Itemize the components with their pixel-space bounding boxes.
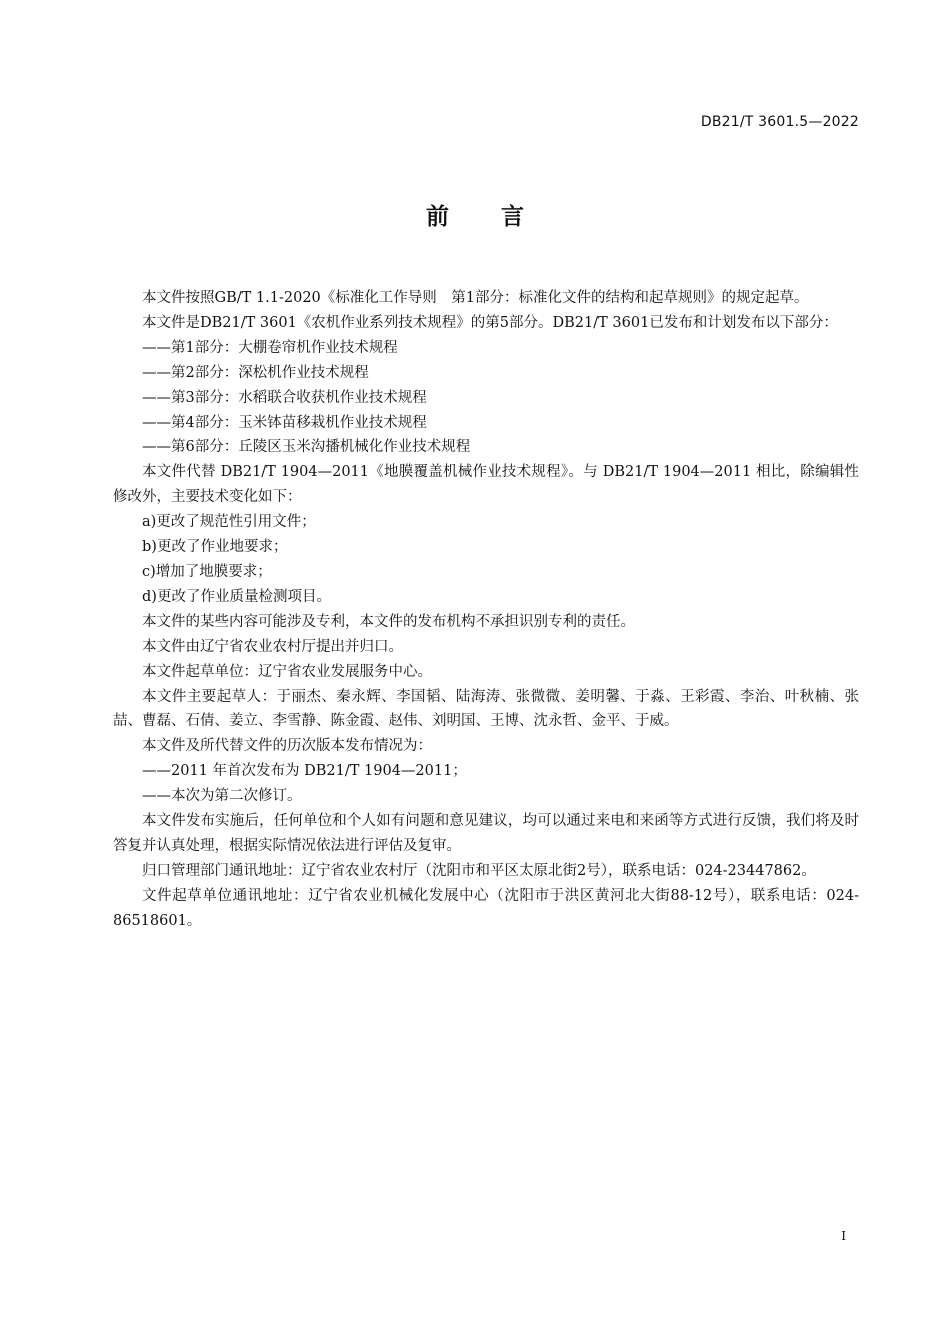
paragraph-drafters: 本文件主要起草人：于丽杰、秦永辉、李国韬、陆海涛、张微微、姜明馨、于淼、王彩霞、李治、叶秋楠、张喆、曹磊、石倩、姜立、李雪静、陈金霞、赵伟、刘明国、王博、沈永哲、金平、于威。 (113, 688, 859, 730)
paragraph-feedback: 本文件发布实施后，任何单位和个人如有问题和意见建议，均可以通过来电和来函等方式进行反馈，我们将及时答复并认真处理，根据实际情况依法进行评估及复审。 (113, 813, 859, 854)
list-item: ——第1部分：大棚卷帘机作业技术规程 (142, 339, 398, 356)
list-item: ——2011 年首次发布为 DB21/T 1904—2011； (142, 763, 467, 780)
page-number: I (841, 1229, 846, 1243)
list-item: ——第4部分：玉米钵苗移栽机作业技术规程 (142, 414, 427, 431)
paragraph-replacement: 本文件代替 DB21/T 1904—2011《地膜覆盖机械作业技术规程》。与 DB21/T 1904—2011 相比，除编辑性修改外，主要技术变化如下： (113, 464, 859, 506)
document-code: DB21/T 3601.5—2022 (700, 114, 859, 130)
list-item: ——第6部分：丘陵区玉米沟播机械化作业技术规程 (142, 439, 471, 456)
list-item: b)更改了作业地要求； (142, 539, 288, 556)
paragraph-proposer: 本文件由辽宁省农业农村厅提出并归口。 (142, 638, 403, 655)
paragraph-drafting-unit: 本文件起草单位：辽宁省农业发展服务中心。 (142, 663, 432, 680)
list-item: ——第2部分：深松机作业技术规程 (142, 364, 369, 381)
page-title: 前言 (426, 204, 576, 230)
paragraph-drafting-rules: 本文件按照GB/T 1.1-2020《标准化工作导则 第1部分：标准化文件的结构和起草规则》的规定起草。 (142, 290, 809, 306)
list-item: d)更改了作业质量检测项目。 (142, 588, 331, 605)
foreword-body (113, 286, 859, 934)
list-item: ——第3部分：水稻联合收获机作业技术规程 (142, 389, 427, 406)
list-item: c)增加了地膜要求； (142, 563, 272, 580)
paragraph-authority-address: 归口管理部门通讯地址：辽宁省农业农村厅（沈阳市和平区太原北街2号），联系电话：024-23447862。 (142, 862, 816, 879)
paragraph-patent: 本文件的某些内容可能涉及专利，本文件的发布机构不承担识别专利的责任。 (142, 613, 635, 630)
list-item: a)更改了规范性引用文件； (142, 514, 316, 531)
paragraph-history: 本文件及所代替文件的历次版本发布情况为： (142, 738, 432, 755)
paragraph-series-info: 本文件是DB21/T 3601《农机作业系列技术规程》的第5部分。DB21/T 3601已发布和计划发布以下部分： (142, 314, 838, 331)
list-item: ——本次为第二次修订。 (142, 788, 302, 805)
paragraph-drafter-address: 文件起草单位通讯地址：辽宁省农业机械化发展中心（沈阳市于洪区黄河北大街88-12号），联系电话：024-86518601。 (113, 887, 859, 929)
